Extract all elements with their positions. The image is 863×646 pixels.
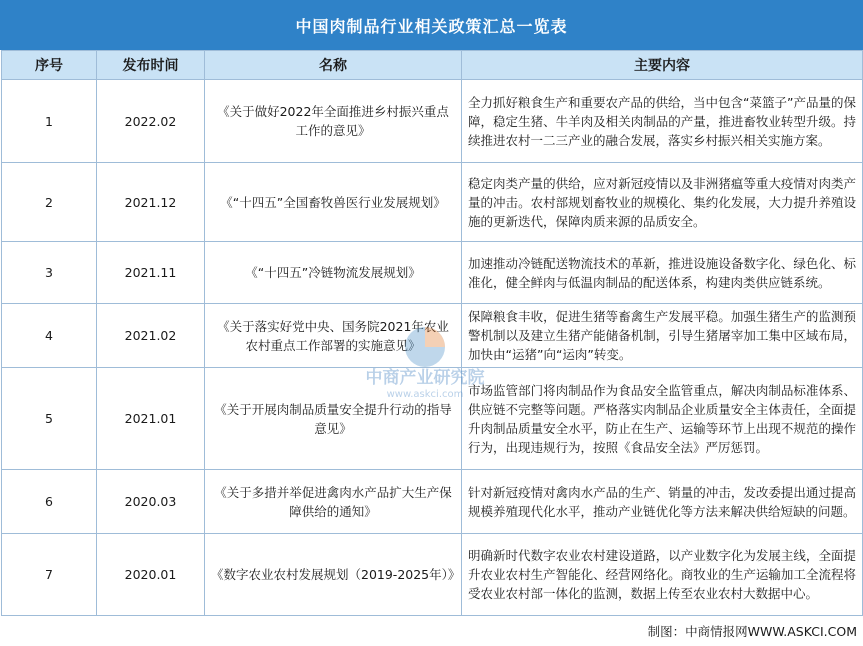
table-row — [2, 304, 863, 368]
row-content: 市场监管部门将肉制品作为食品安全监管重点，解决肉制品标准体系、供应链不完整等问题。严格落实肉制品企业质量安全主体责任，全面提升肉制品质量安全水平，防止在生产、运输等环节上出现不规范的操作行为，出现违规行为，按照《食品安全法》严厉惩罚。 — [462, 368, 863, 470]
table-title: 中国肉制品行业相关政策汇总一览表 — [0, 0, 863, 50]
row-name: 《“十四五”冷链物流发展规划》 — [205, 242, 462, 304]
header-content: 主要内容 — [462, 51, 863, 80]
header-name: 名称 — [205, 51, 462, 80]
row-date: 2020.01 — [97, 534, 205, 616]
row-name: 《“十四五”全国畜牧兽医行业发展规划》 — [205, 163, 462, 242]
watermark-url: www.askci.com — [386, 389, 464, 400]
row-date: 2022.02 — [97, 80, 205, 163]
row-date: 2021.01 — [97, 368, 205, 470]
row-name: 《数字农业农村发展规划（2019-2025年）》 — [205, 534, 462, 616]
header-date: 发布时间 — [97, 51, 205, 80]
row-name: 《关于多措并举促进禽肉水产品扩大生产保障供给的通知》 — [205, 470, 462, 534]
header-no: 序号 — [2, 51, 97, 80]
table-row — [2, 534, 863, 616]
row-no: 3 — [2, 242, 97, 304]
row-no: 7 — [2, 534, 97, 616]
row-no: 6 — [2, 470, 97, 534]
table-row — [2, 368, 863, 470]
row-no: 4 — [2, 304, 97, 368]
row-no: 5 — [2, 368, 97, 470]
row-no: 1 — [2, 80, 97, 163]
row-content: 全力抓好粮食生产和重要农产品的供给，当中包含“菜篮子”产品量的保障，稳定生猪、牛羊肉及相关肉制品的产量，推进畜牧业转型升级。持续推进农村一二三产业的融合发展，落实乡村振兴相关实施方案。 — [462, 80, 863, 163]
header-row — [2, 51, 863, 80]
table-row — [2, 242, 863, 304]
row-content: 加速推动冷链配送物流技术的革新，推进设施设备数字化、绿色化、标准化，健全鲜肉与低温肉制品的配送体系，构建肉类供应链系统。 — [462, 242, 863, 304]
row-name: 《关于落实好党中央、国务院2021年农业农村重点工作部署的实施意见》 — [205, 304, 462, 368]
row-content: 针对新冠疫情对禽肉水产品的生产、销量的冲击，发改委提出通过提高规模养殖现代化水平，推动产业链优化等方法来解决供给短缺的问题。 — [462, 470, 863, 534]
row-date: 2021.11 — [97, 242, 205, 304]
row-name: 《关于开展肉制品质量安全提升行动的指导意见》 — [205, 368, 462, 470]
row-date: 2021.12 — [97, 163, 205, 242]
table-row — [2, 80, 863, 163]
row-date: 2020.03 — [97, 470, 205, 534]
row-content: 保障粮食丰收，促进生猪等畜禽生产发展平稳。加强生猪生产的监测预警机制以及建立生猪产能储备机制，引导生猪屠宰加工集中区域布局，加快由“运猪”向“运肉”转变。 — [462, 304, 863, 368]
table-row — [2, 470, 863, 534]
row-content: 明确新时代数字农业农村建设道路，以产业数字化为发展主线，全面提升农业农村生产智能化、经营网络化。商牧业的生产运输加工全流程将受农业农村部一体化的监测，数据上传至农业农村大数据中心。 — [462, 534, 863, 616]
row-content: 稳定肉类产量的供给，应对新冠疫情以及非洲猪瘟等重大疫情对肉类产量的冲击。农村部规划畜牧业的规模化、集约化发展，大力提升养殖设施的更新迭代，保障肉质来源的品质安全。 — [462, 163, 863, 242]
row-name: 《关于做好2022年全面推进乡村振兴重点工作的意见》 — [205, 80, 462, 163]
policy-table — [1, 50, 863, 616]
row-no: 2 — [2, 163, 97, 242]
source-footer: 制图：中商情报网WWW.ASKCI.COM — [647, 624, 857, 639]
table-row — [2, 163, 863, 242]
watermark-brand: 中商产业研究院 — [365, 368, 485, 388]
row-date: 2021.02 — [97, 304, 205, 368]
